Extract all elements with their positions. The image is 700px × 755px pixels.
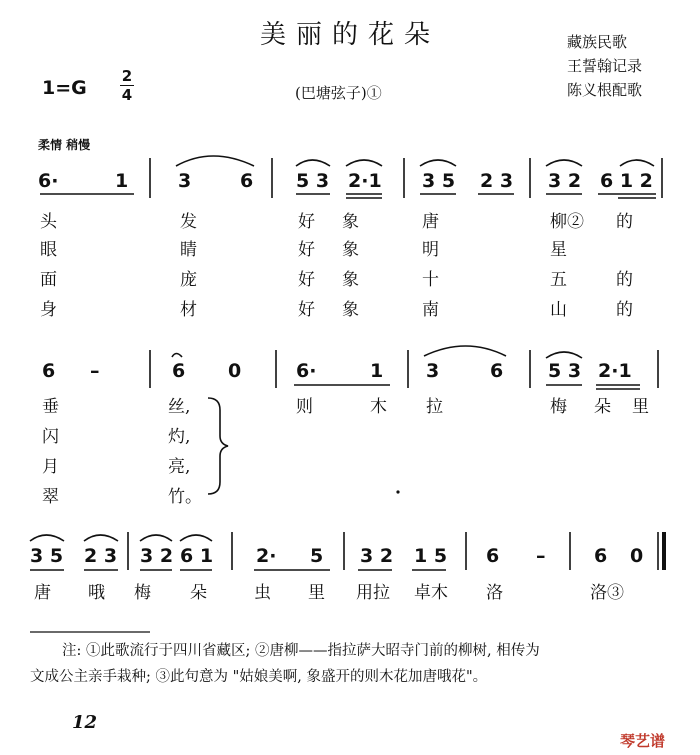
lyric: 好 <box>298 212 315 232</box>
slur <box>180 535 212 541</box>
lyric: 灼, <box>168 427 191 447</box>
lyric: 则 <box>296 397 313 417</box>
lyric: 南 <box>422 300 439 320</box>
lyric: 好 <box>298 240 315 260</box>
note: 2 3 <box>84 545 118 567</box>
lyric: 柳② <box>550 212 584 232</box>
lyric: 的 <box>616 212 633 232</box>
note: 3 2 <box>140 545 174 567</box>
lyric: 象 <box>342 270 359 290</box>
lyric: 用拉 <box>356 583 390 603</box>
key-signature: 1=G <box>42 77 87 99</box>
slur <box>620 160 654 166</box>
lyric: 竹。 <box>168 487 202 507</box>
lyric: 哦 <box>88 583 105 603</box>
lyric: 垂 <box>42 397 59 417</box>
slur <box>30 535 64 541</box>
lyric: 头 <box>40 212 57 232</box>
slur <box>176 156 254 166</box>
lyric: 洛③ <box>590 583 624 603</box>
lyric: 梅 <box>134 583 151 603</box>
lyric: 卓木 <box>414 583 448 603</box>
lyric: 虫 <box>254 583 271 603</box>
lyric: 月 <box>42 457 59 477</box>
slur <box>546 352 582 358</box>
note: 5 3 <box>548 360 582 382</box>
meter-bottom: 4 <box>121 86 133 104</box>
lyric: 身 <box>40 300 57 320</box>
note: 3 2 <box>548 170 582 192</box>
note: 6 1 <box>180 545 214 567</box>
lyric: 朵 <box>594 397 611 417</box>
slur <box>296 160 330 166</box>
slur <box>140 535 172 541</box>
lyric: 里 <box>308 583 325 603</box>
lyric: 木 <box>370 397 387 417</box>
lyric: 眼 <box>40 240 57 260</box>
lyric: 好 <box>298 300 315 320</box>
lyric: 闪 <box>42 427 59 447</box>
slur <box>546 160 582 166</box>
note: 6· <box>38 170 59 192</box>
lyric: 面 <box>40 270 57 290</box>
slur <box>420 160 456 166</box>
lyric: 象 <box>342 240 359 260</box>
lyric: 好 <box>298 270 315 290</box>
lyric: 朵 <box>190 583 207 603</box>
credit-genre: 藏族民歌 <box>567 33 628 51</box>
lyric: 庞 <box>180 270 197 290</box>
lyric: 山 <box>550 300 567 320</box>
lyric: 十 <box>422 270 439 290</box>
credit-lyricist: 陈义根配歌 <box>567 81 643 99</box>
note: 2·1 <box>348 170 382 192</box>
lyric: 睛 <box>180 240 197 260</box>
note: 1 <box>115 170 129 192</box>
lyric: 发 <box>180 212 197 232</box>
note: 6 <box>486 545 500 567</box>
lyric: 梅 <box>550 397 567 417</box>
slur <box>346 160 382 166</box>
lyric: 唐 <box>422 212 439 232</box>
meter-top: 2 <box>121 67 133 85</box>
lyric: 亮, <box>168 457 191 477</box>
note: 3 2 <box>360 545 394 567</box>
note: – <box>536 545 546 567</box>
lyric: 象 <box>342 300 359 320</box>
note: 1 5 <box>414 545 448 567</box>
lyric: 材 <box>180 300 197 320</box>
note: 6· <box>296 360 317 382</box>
page-number: 12 <box>72 712 98 733</box>
note: 3 5 <box>422 170 456 192</box>
note: 1 <box>370 360 384 382</box>
note: 3 <box>426 360 440 382</box>
song-title: 美丽的花朵 <box>259 20 440 50</box>
note: 6 <box>594 545 608 567</box>
lyric: 唐 <box>34 583 51 603</box>
note: 6 <box>172 360 186 382</box>
note: 5 3 <box>296 170 330 192</box>
footnote <box>0 638 700 690</box>
lyric: 明 <box>422 240 439 260</box>
note: 2· <box>256 545 277 567</box>
lyric: 翠 <box>42 487 59 507</box>
note: 2 3 <box>480 170 514 192</box>
lyric: 洛 <box>486 583 503 603</box>
note: 6 1 2 <box>600 170 653 192</box>
brace <box>208 398 228 494</box>
slur <box>172 354 182 358</box>
footnote-line-1: 注: ①此歌流行于四川省藏区; ②唐柳——指拉萨大昭寺门前的柳树, 相传为 <box>62 643 540 659</box>
stray-dot <box>396 490 399 493</box>
note: 3 5 <box>30 545 64 567</box>
note: 3 <box>178 170 192 192</box>
footnote-line-2: 文成公主亲手栽种; ③此句意为 "姑娘美啊, 象盛开的则木花加唐哦花"。 <box>30 669 488 685</box>
note: – <box>90 360 100 382</box>
credit-recorder: 王誓翰记录 <box>567 57 643 75</box>
note: 6 <box>42 360 56 382</box>
lyric: 象 <box>342 212 359 232</box>
note: 6 <box>490 360 504 382</box>
lyric: 里 <box>632 397 649 417</box>
slur <box>84 535 118 541</box>
note: 2·1 <box>598 360 632 382</box>
note: 0 <box>228 360 242 382</box>
note: 5 <box>310 545 324 567</box>
lyric: 五 <box>550 270 567 290</box>
note: 6 <box>240 170 254 192</box>
slur <box>424 346 506 356</box>
lyric: 拉 <box>426 397 443 417</box>
watermark-logo: 琴艺谱 <box>620 732 666 750</box>
lyric: 丝, <box>168 397 191 417</box>
tempo-marking: 柔情 稍慢 <box>38 138 91 152</box>
note: 0 <box>630 545 644 567</box>
lyric: 的 <box>616 270 633 290</box>
lyric: 星 <box>550 240 567 260</box>
lyric: 的 <box>616 300 633 320</box>
tune-name: (巴塘弦子)① <box>295 84 382 102</box>
